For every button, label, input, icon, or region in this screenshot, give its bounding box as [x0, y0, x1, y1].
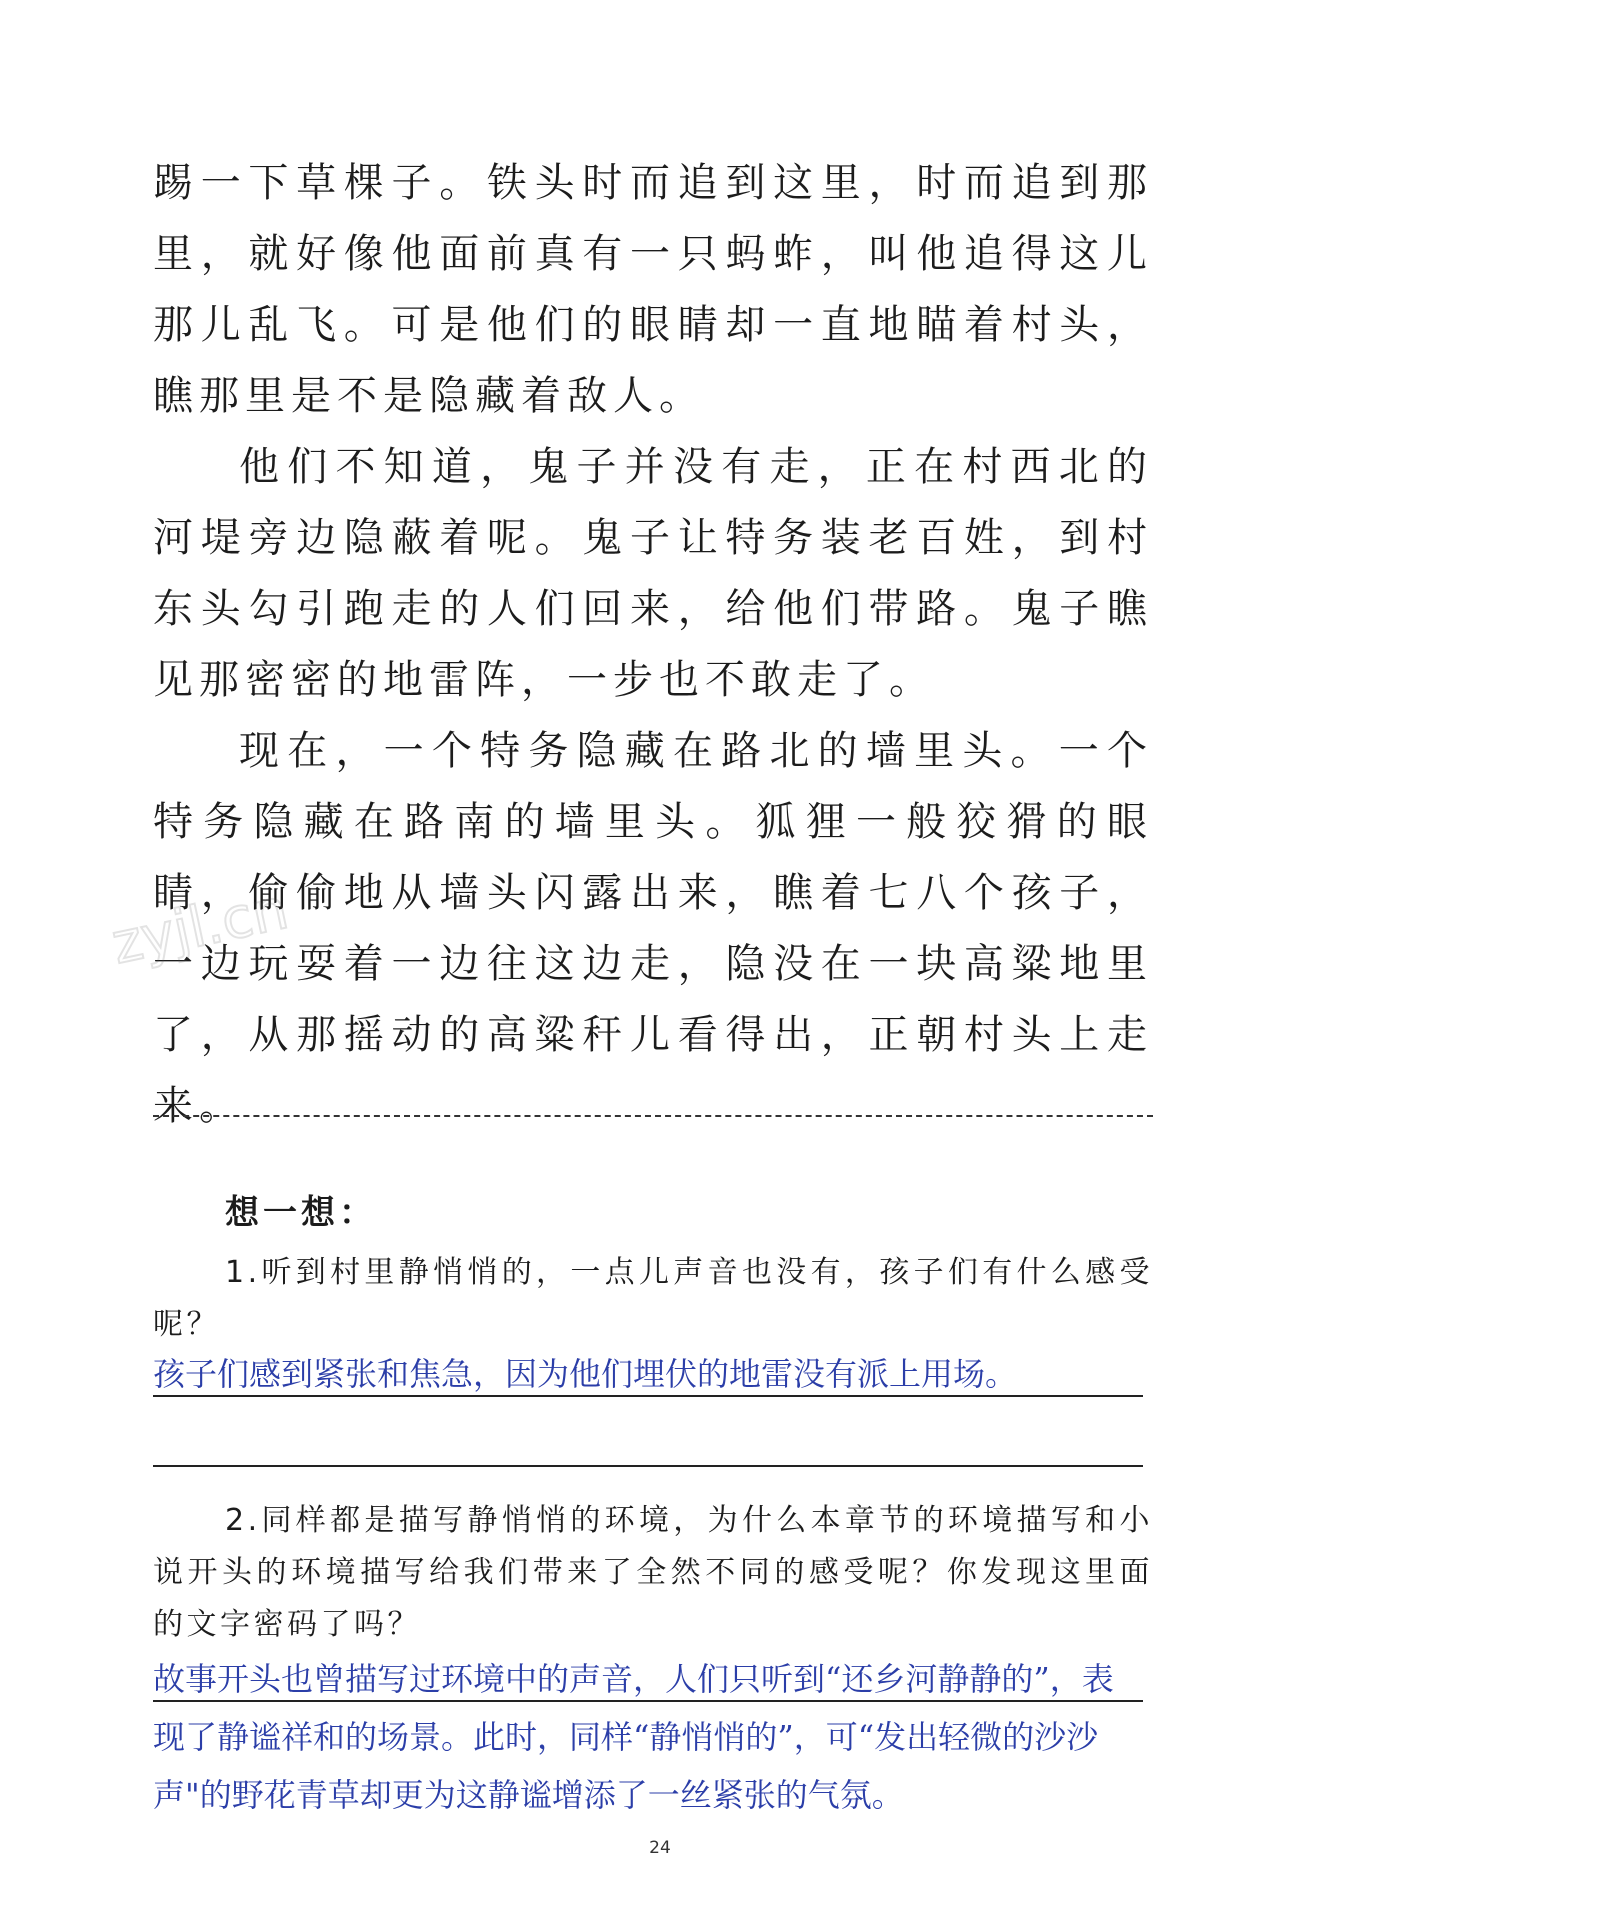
story-text	[153, 148, 1153, 1142]
answer-line	[153, 1465, 1143, 1467]
answer-2: 故事开头也曾描写过环境中的声音，人们只听到“还乡河静静的”，表现了静谧祥和的场景。此时，同样“静悄悄的”，可“发出轻微的沙沙声"的野花青草却更为这静谧增添了一丝紧张的气氛。	[153, 1660, 1114, 1814]
answer-line	[153, 1395, 1143, 1397]
story-paragraph-1: 踢一下草棵子。铁头时而追到这里，时而追到那里，就好像他面前真有一只蚂蚱，叫他追得这儿那儿乱飞。可是他们的眼睛却一直地瞄着村头，瞧那里是不是隐藏着敌人。	[153, 160, 1153, 419]
watermark-text: zyjl.cn	[106, 876, 294, 978]
story-paragraph-2: 他们不知道，鬼子并没有走，正在村西北的河堤旁边隐蔽着呢。鬼子让特务装老百姓，到村东头勾引跑走的人们回来，给他们带路。鬼子瞧见那密密的地雷阵，一步也不敢走了。	[153, 444, 1153, 703]
page-number: 24	[649, 1838, 671, 1858]
question-1: 1.听到村里静悄悄的，一点儿声音也没有，孩子们有什么感受呢？	[153, 1255, 1153, 1342]
answer-1: 孩子们感到紧张和焦急，因为他们埋伏的地雷没有派上用场。	[153, 1355, 1018, 1393]
answer-line	[153, 1700, 1143, 1702]
question-2: 2.同样都是描写静悄悄的环境，为什么本章节的环境描写和小说开头的环境描写给我们带来了全然不同的感受呢？你发现这里面的文字密码了吗？	[153, 1503, 1153, 1642]
section-divider	[153, 1115, 1153, 1117]
story-paragraph-3: 现在，一个特务隐藏在路北的墙里头。一个特务隐藏在路南的墙里头。狐狸一般狡猾的眼睛，偷偷地从墙头闪露出来，瞧着七八个孩子，一边玩耍着一边往这边走，隐没在一块高粱地里了，从那摇动的高粱秆儿看得出，正朝村头上走来。	[153, 728, 1153, 1129]
exercise-title: 想一想：	[225, 1193, 377, 1233]
